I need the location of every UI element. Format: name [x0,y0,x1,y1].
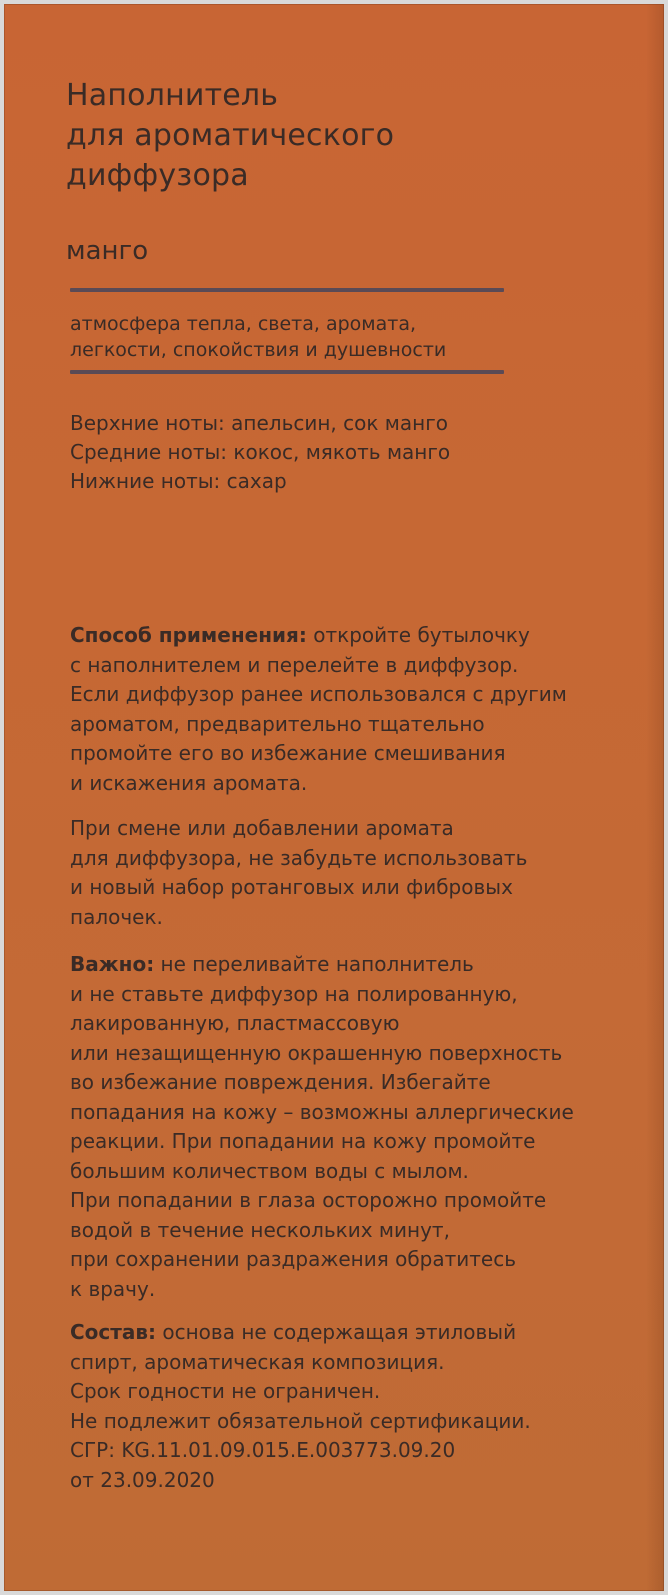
usage-line: промойте его во избежание смешивания [70,741,506,765]
important-first-text: не переливайте наполнитель [154,952,474,976]
middle-notes: Средние ноты: кокос, мякоть манго [70,440,451,464]
title-line: для ароматического [66,118,395,153]
registration-number: СГР: KG.11.01.09.015.E.003773.09.20 [70,1438,456,1462]
composition-first-text: основа не содержащая этиловый [156,1320,517,1344]
usage-label: Способ применения: [70,623,307,647]
top-notes: Верхние ноты: апельсин, сок манго [70,411,448,435]
package-panel [4,4,664,1591]
base-notes: Нижние ноты: сахар [70,469,287,493]
important-label: Важно: [70,952,155,976]
product-variant: манго [66,236,149,266]
shelf-life: Срок годности не ограничен. [70,1379,381,1403]
change-line: для диффузора, не забудьте использовать [70,845,528,870]
important-first-line [70,950,574,980]
important-line: лакированную, пластмассовую [70,1011,400,1035]
usage-first-line [70,621,567,651]
important-section [70,950,574,1304]
fragrance-notes [70,409,450,496]
registration-date: от 23.09.2020 [70,1467,215,1492]
divider [70,370,504,374]
composition-first-line [70,1318,531,1348]
composition-section [70,1318,531,1495]
important-line: к врачу. [70,1276,156,1301]
title-line: диффузора [66,158,249,193]
important-line: при сохранении раздражения обратитесь [70,1247,517,1271]
tagline-line: атмосфера тепла, света, аромата, [70,313,417,335]
usage-first-text: откройте бутылочку [306,623,530,647]
tagline-line: легкости, спокойствия и душевности [70,339,447,361]
usage-section [70,621,567,798]
important-line: или незащищенную окрашенную поверхность [70,1040,563,1065]
important-line: При попадании в глаза осторожно промойте [70,1188,547,1212]
important-line: попадания на кожу – возможны аллергические [70,1099,574,1124]
tagline [70,311,446,363]
certification-note: Не подлежит обязательной сертификации. [70,1408,531,1433]
product-title [66,76,394,196]
composition-label: Состав: [70,1320,157,1344]
important-line: реакции. При попадании на кожу промойте [70,1129,536,1153]
important-line: и не ставьте диффузор на полированную, [70,981,518,1006]
important-line: большим количеством воды с мылом. [70,1158,469,1183]
usage-line: и искажения аромата. [70,770,308,795]
usage-line: ароматом, предварительно тщательно [70,711,485,736]
title-line: Наполнитель [66,78,279,113]
usage-line: с наполнителем и перелейте в диффузор. [70,652,519,677]
change-line: При смене или добавлении аромата [70,816,454,840]
change-line: палочек. [70,904,163,929]
important-line: водой в течение нескольких минут, [70,1217,450,1242]
usage-line: Если диффузор ранее использовался с другим [70,682,567,706]
divider [70,288,504,292]
important-line: во избежание повреждения. Избегайте [70,1070,491,1094]
change-line: и новый набор ротанговых или фибровых [70,875,513,899]
composition-line: спирт, ароматическая композиция. [70,1349,445,1374]
change-section [70,814,527,932]
